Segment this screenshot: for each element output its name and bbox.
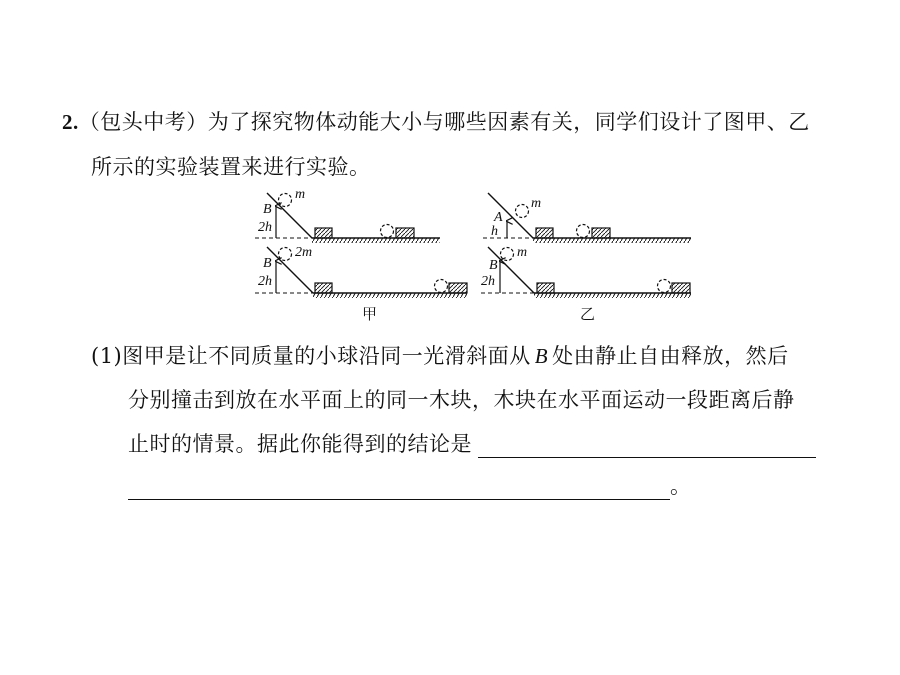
yi-caption: 乙 xyxy=(580,305,596,323)
jia-bottom-mass-label: 2m xyxy=(295,245,313,260)
jia-top-point-label: B xyxy=(263,202,272,217)
yi-bottom-mass-label: m xyxy=(517,245,528,260)
yi-bottom-ball xyxy=(501,248,514,261)
jia-top-block-start xyxy=(315,228,332,238)
part1-text-2: 分别撞击到放在水平面上的同一木块，木块在水平面运动一段距离后静 xyxy=(128,388,795,412)
yi-top-ball xyxy=(516,205,529,218)
jia-top-mass-label: m xyxy=(295,187,306,202)
jia-caption: 甲 xyxy=(362,305,378,323)
answer-blank-2[interactable] xyxy=(128,479,670,500)
part1-text-1-end: 处由静止自由释放，然后 xyxy=(552,344,789,368)
question-stem-2: 所示的实验装置来进行实验。 xyxy=(91,155,371,179)
part1-text-3: 止时的情景。据此你能得到的结论是 xyxy=(128,432,472,456)
question-line-1 xyxy=(62,106,810,136)
experiment-figure xyxy=(245,185,705,330)
yi-bottom-point-label: B xyxy=(489,258,498,273)
jia-bottom-block-end xyxy=(449,283,467,293)
yi-bottom-block-end xyxy=(672,283,690,293)
jia-bottom-point-label: B xyxy=(263,256,272,271)
yi-top-height-label: h xyxy=(491,224,498,239)
yi-bottom-block-start xyxy=(537,283,554,293)
part1-line-4 xyxy=(128,470,692,500)
jia-bottom-block-start xyxy=(315,283,332,293)
question-line-2 xyxy=(91,151,371,181)
jia-bottom-setup xyxy=(255,245,467,298)
jia-top-incline xyxy=(267,193,312,238)
jia-top-block-end xyxy=(396,228,414,238)
jia-top-height-label: 2h xyxy=(258,220,272,235)
question-stem-1: （包头中考）为了探究物体动能大小与哪些因素有关，同学们设计了图甲、乙 xyxy=(78,110,810,134)
yi-bottom-height-label: 2h xyxy=(481,274,495,289)
jia-top-setup xyxy=(255,187,440,243)
yi-top-block-start xyxy=(536,228,553,238)
answer-blank-1[interactable] xyxy=(478,437,816,458)
part1-line-3 xyxy=(128,428,816,458)
yi-top-setup xyxy=(483,193,691,243)
part1-point: B xyxy=(534,344,549,368)
yi-top-point-label: A xyxy=(494,210,503,225)
yi-top-block-end xyxy=(592,228,610,238)
jia-bottom-ball xyxy=(279,248,292,261)
question-number: 2. xyxy=(62,110,79,134)
end-mark: 。 xyxy=(670,474,692,498)
part1-line-1 xyxy=(91,340,789,370)
yi-top-mass-label: m xyxy=(531,196,542,211)
yi-bottom-setup xyxy=(481,245,691,298)
part1-line-2 xyxy=(128,384,795,414)
part1-text-1: (1)图甲是让不同质量的小球沿同一光滑斜面从 xyxy=(91,344,531,368)
jia-bottom-height-label: 2h xyxy=(258,274,272,289)
jia-top-ball xyxy=(279,194,292,207)
